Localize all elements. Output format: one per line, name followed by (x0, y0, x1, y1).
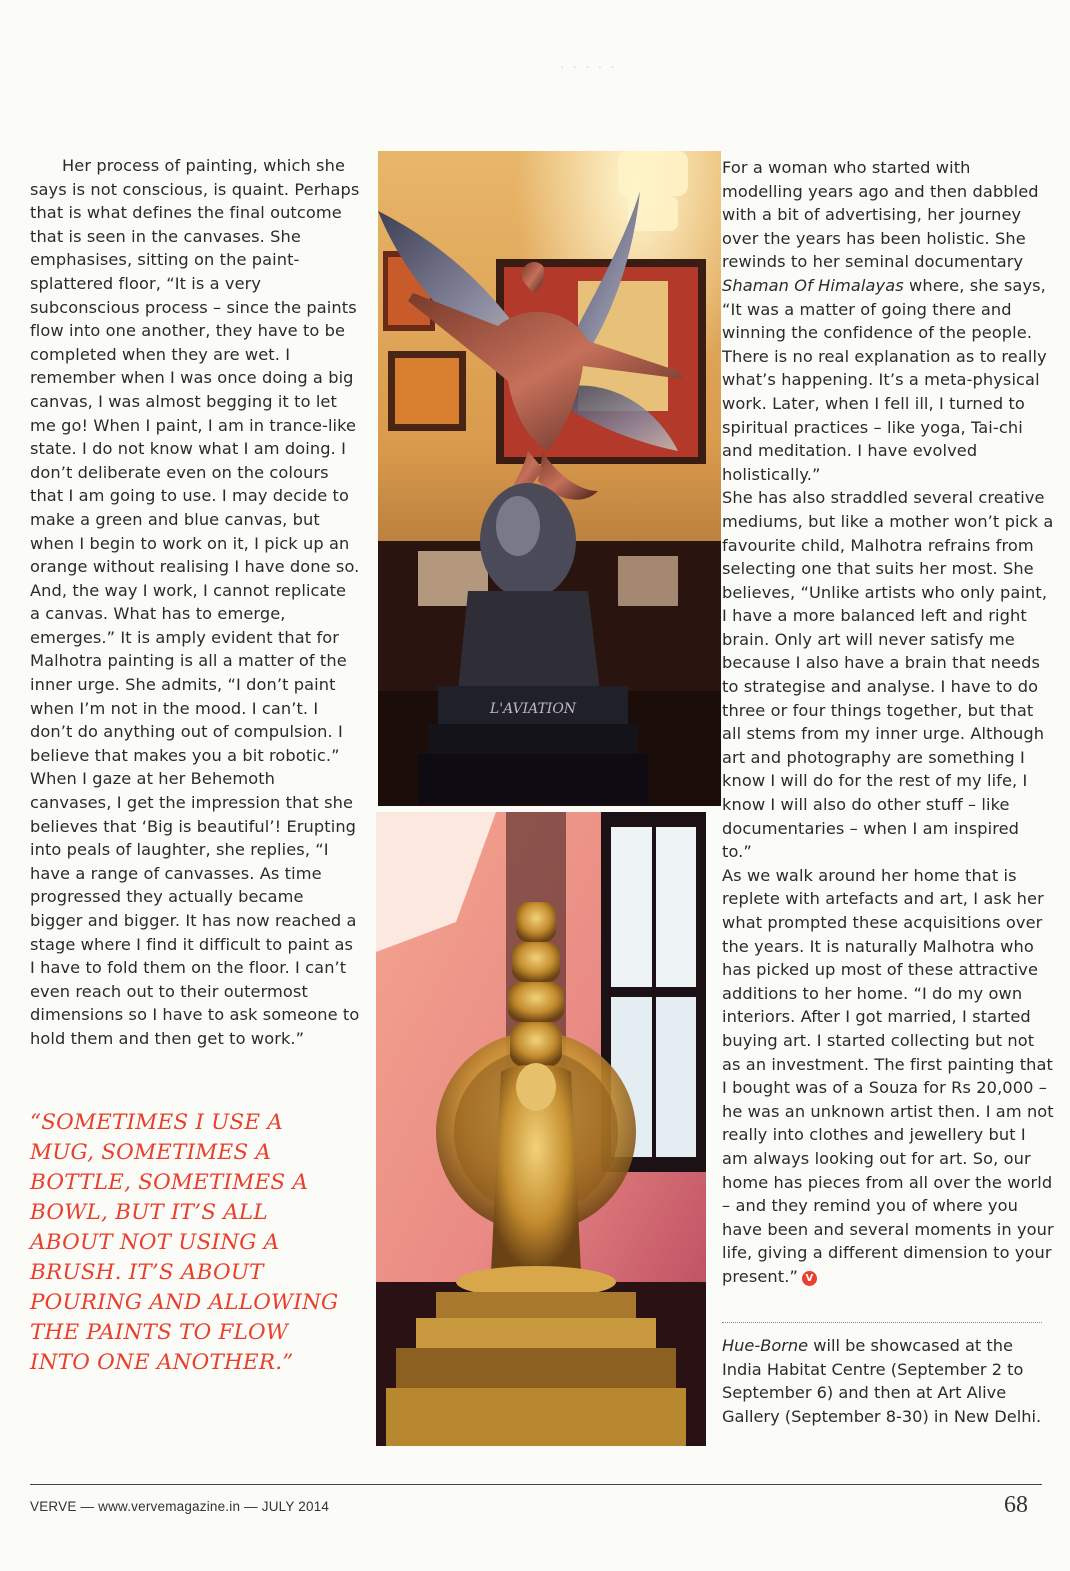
right-paragraph-3-text: As we walk around her home that is replete with artefacts and art, I ask her what prompted these acquisitions over the years. It is naturally Malhotra who has picked up most of these attractive additions to her home. “I do my own interiors. After I got married, I started buying art. I started collecting but not as an investment. The first painting that I bought was of a Souza for Rs 20,000 – he was an unknown artist then. I am not really into clothes and jewellery but I am always looking out for art. So, our home has pieces from all over the world – and they remind you of where you have been and several moments in your life, giving a different dimension to your present.” (722, 865, 1054, 1286)
statue-plaque-text: L'AVIATION (489, 701, 577, 717)
right-paragraph-3 (722, 864, 1054, 1289)
dotted-divider (722, 1322, 1042, 1323)
aviation-statue-image (378, 151, 721, 806)
exhibition-details: will be showcased at the India Habitat Centre (September 2 to September 6) and then at Art Alive Gallery (September 8-30) in New Delhi. (722, 1336, 1042, 1426)
photo-aviation-statue (378, 151, 721, 806)
footer-rule (30, 1484, 1042, 1485)
right-column (722, 156, 1054, 1289)
documentary-title: Shaman Of Himalayas (722, 275, 904, 295)
page-number: 68 (1004, 1492, 1028, 1518)
right-paragraph-1-end: where, she says, “It was a matter of going there and winning the confidence of the people. There is no real explanation as to really what’s happening. It’s a meta-physical work. Later, when I fell ill, I turned to spiritual practices – like yoga, Tai-chi and meditation. I have evolved holistically.” (722, 275, 1047, 484)
faded-header-mark: · · · · · (560, 58, 617, 74)
exhibition-note (722, 1334, 1042, 1428)
pull-quote: “SOMETIMES I USE A MUG, SOMETIMES A BOTTLE, SOMETIMES A BOWL, BUT IT’S ALL ABOUT NOT USING A BRUSH. IT’S ABOUT POURING AND ALLOWING THE PAINTS TO FLOW INTO ONE ANOTHER.” (30, 1110, 339, 1375)
left-column (30, 154, 360, 1051)
right-paragraph-1 (722, 156, 1054, 486)
left-paragraph-2: When I gaze at her Behemoth canvases, I get the impression that she believes that ‘Big is beautiful’! Erupting into peals of laughter, she replies, “I have a range of canvasses. As time progressed they actually became bigger and bigger. It has now reached a stage where I find it difficult to paint as I have to fold them on the floor. I can’t even reach out to their outermost dimensions so I have to ask someone to hold them and then get to work.” (30, 769, 360, 1048)
footer-credit: VERVE — www.vervemagazine.in — JULY 2014 (30, 1499, 330, 1514)
right-paragraph-1-start: For a woman who started with modelling years ago and then dabbled with a bit of advertising, her journey over the years has been holistic. She rewinds to her seminal documentary (722, 158, 1039, 272)
left-paragraph-1: Her process of painting, which she says is not conscious, is quaint. Perhaps that is what defines the final outcome that is seen in the canvases. She emphasises, sitting on the paint-splattered floor, “It is a very subconscious process – since the paints flow into one another, they have to be completed when they are wet. I remember when I was once doing a big canvas, I was almost begging it to let me go! When I paint, I am in trance-like state. I do not know what I am doing. I don’t deliberate even on the colours that I am going to use. I may decide to make a green and blue canvas, but when I begin to work on it, I pick up an orange without realising I have done so. And, the way I work, I cannot replicate a canvas. What has to emerge, emerges.” It is amply evident that for Malhotra painting is all a matter of the inner urge. She admits, “I don’t paint when I’m not in the mood. I can’t. I don’t do anything out of compulsion. I believe that makes you a bit robotic.” (30, 156, 360, 765)
verve-end-mark-icon: V (802, 1271, 817, 1286)
photo-gilded-deity (376, 812, 706, 1446)
right-paragraph-2: She has also straddled several creative mediums, but like a mother won’t pick a favourite child, Malhotra refrains from selecting one that suits her most. She believes, “Unlike artists who only paint, I have a more balanced left and right brain. Only art will never satisfy me because I also have a brain that needs to strategise and analyse. I have to do three or four things together, but that all stems from my inner urge. Although art and photography are something I know I will do for the rest of my life, I know I will also do other stuff – like documentaries – when I am inspired to.” (722, 488, 1054, 862)
exhibition-title: Hue-Borne (722, 1336, 809, 1355)
gilded-deity-image (376, 812, 706, 1446)
